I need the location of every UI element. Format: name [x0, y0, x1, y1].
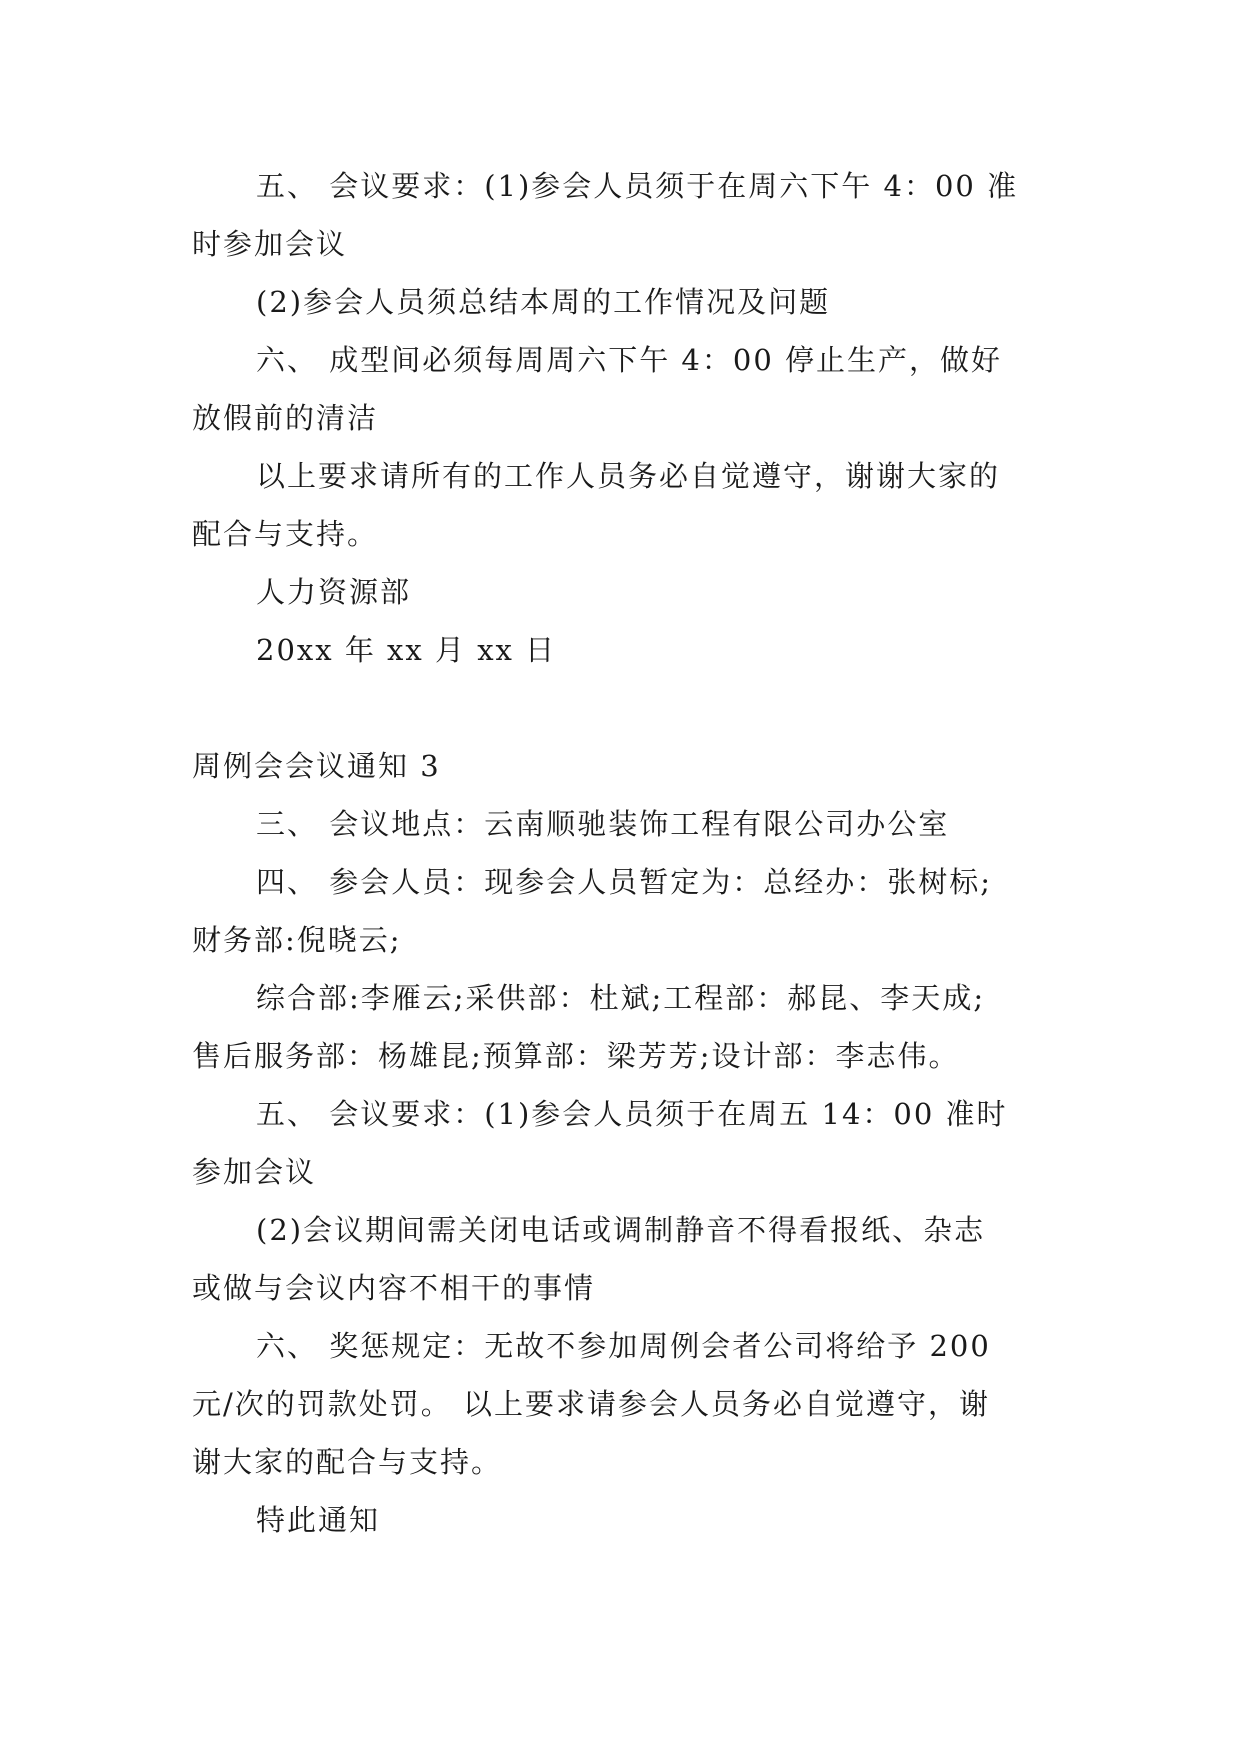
- text-line: 五、 会议要求：(1)参会人员须于在周五 14：00 准时: [256, 1097, 1008, 1131]
- text-line: 以上要求请所有的工作人员务必自觉遵守，谢谢大家的: [256, 459, 1001, 493]
- text-line: 配合与支持。: [192, 517, 379, 551]
- text-line: 财务部:倪晓云;: [192, 923, 402, 957]
- text-line: 三、 会议地点：云南顺驰装饰工程有限公司办公室: [256, 807, 950, 841]
- text-line: (2)会议期间需关闭电话或调制静音不得看报纸、杂志: [256, 1213, 986, 1247]
- text-line: 六、 成型间必须每周周六下午 4：00 停止生产，做好: [256, 343, 1003, 377]
- text-line: 或做与会议内容不相干的事情: [192, 1271, 596, 1305]
- date-line: 20xx 年 xx 月 xx 日: [256, 633, 557, 667]
- text-line: 六、 奖惩规定：无故不参加周例会者公司将给予 200: [256, 1329, 991, 1363]
- text-line: 五、 会议要求：(1)参会人员须于在周六下午 4：00 准: [256, 169, 1019, 203]
- text-line: 参加会议: [192, 1155, 317, 1189]
- text-line: (2)参会人员须总结本周的工作情况及问题: [256, 285, 831, 319]
- text-line: 元/次的罚款处罚。 以上要求请参会人员务必自觉遵守，谢: [192, 1387, 990, 1421]
- closing-line: 特此通知: [256, 1503, 381, 1537]
- text-line: 时参加会议: [192, 227, 348, 261]
- text-line: 四、 参会人员：现参会人员暂定为：总经办：张树标;: [256, 865, 992, 899]
- text-line: 谢大家的配合与支持。: [192, 1445, 503, 1479]
- text-line: 放假前的清洁: [192, 401, 379, 435]
- department-signature: 人力资源部: [256, 575, 412, 609]
- section-heading: 周例会会议通知 3: [192, 749, 441, 783]
- text-line: 售后服务部：杨雄昆;预算部：梁芳芳;设计部：李志伟。: [192, 1039, 960, 1073]
- text-line: 综合部:李雁云;采供部：杜斌;工程部：郝昆、李天成;: [256, 981, 986, 1015]
